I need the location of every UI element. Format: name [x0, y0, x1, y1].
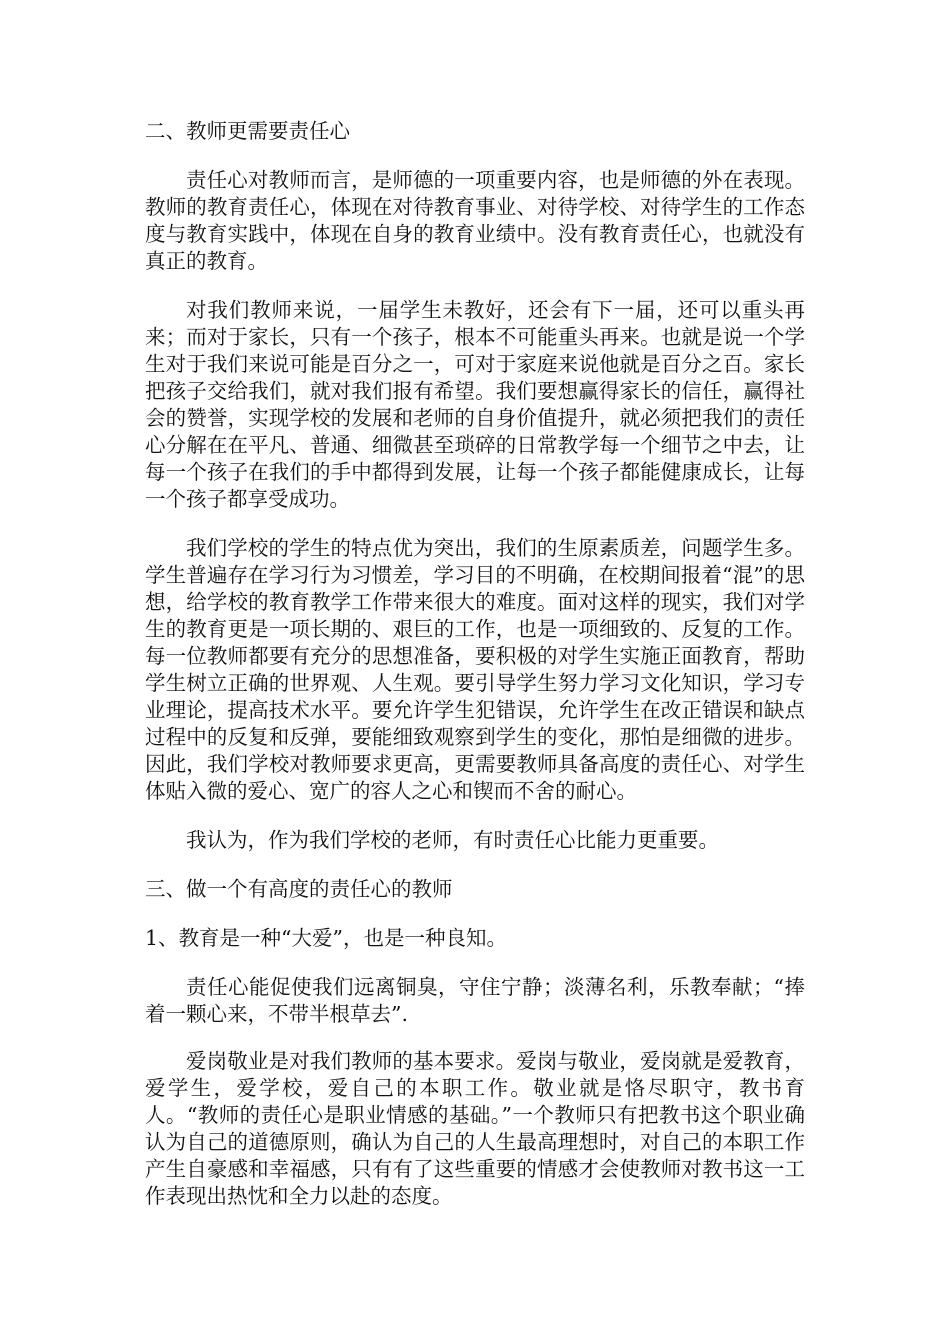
- paragraph-responsibility-effects: 责任心能促使我们远离铜臭，守住宁静；淡薄名利，乐教奉献；“捧着一颗心来，不带半根草去”.: [145, 975, 805, 1026]
- paragraph-dedication: 爱岗敬业是对我们教师的基本要求。爱岗与敬业，爱岗就是爱教育，爱学生，爱学校，爱自己的本职工作。敬业就是恪尽职守，教书育人。“教师的责任心是职业情感的基础。”一个教师只有把教书这个职业确认为自己的道德原则，确认为自己的人生最高理想时，对自己的本职工作产生自豪感和幸福感，只有有了这些重要的情感才会使教师对教书这一工作表现出热忱和全力以赴的态度。: [145, 1049, 805, 1208]
- document-page: [145, 118, 805, 1232]
- paragraph-responsibility-definition: 责任心对教师而言，是师德的一项重要内容，也是师德的外在表现。教师的教育责任心，体现在对待教育事业、对待学校、对待学生的工作态度与教育实践中，体现在自身的教育业绩中。没有教育责任心，也就没有真正的教育。: [145, 168, 805, 273]
- section-heading-3: 三、做一个有高度的责任心的教师: [145, 877, 453, 901]
- subsection-heading-1: 1、教育是一种“大爱”，也是一种良知。: [145, 926, 508, 950]
- paragraph-student-characteristics: 我们学校的学生的特点优为突出，我们的生原素质差，问题学生多。学生普遍存在学习行为习惯差，学习目的不明确，在校期间报着“混”的思想，给学校的教育教学工作带来很大的难度。面对这样的现实，我们对学生的教育更是一项长期的、艰巨的工作，也是一项细致的、反复的工作。每一位教师都要有充分的思想准备，要积极的对学生实施正面教育，帮助学生树立正确的世界观、人生观。要引导学生努力学习文化知识，学习专业理论，提高技术水平。要允许学生犯错误，允许学生在改正错误和缺点过程中的反复和反弹，要能细致观察到学生的变化，那怕是细微的进步。因此，我们学校对教师要求更高，更需要教师具备高度的责任心、对学生体贴入微的爱心、宽广的容人之心和锲而不舍的耐心。: [145, 536, 805, 803]
- paragraph-parents-trust: 对我们教师来说，一届学生未教好，还会有下一届，还可以重头再来；而对于家长，只有一个孩子，根本不可能重头再来。也就是说一个学生对于我们来说可能是百分之一，可对于家庭来说他就是百分之百。家长把孩子交给我们，就对我们报有希望。我们要想赢得家长的信任，赢得社会的赞誉，实现学校的发展和老师的自身价值提升，就必须把我们的责任心分解在在平凡、普通、细微甚至琐碎的日常教学每一个细节之中去，让每一个孩子在我们的手中都得到发展，让每一个孩子都能健康成长，让每一个孩子都享受成功。: [145, 298, 805, 511]
- paragraph-opinion: 我认为，作为我们学校的老师，有时责任心比能力更重要。: [186, 828, 719, 852]
- section-heading-2: 二、教师更需要责任心: [145, 119, 350, 143]
